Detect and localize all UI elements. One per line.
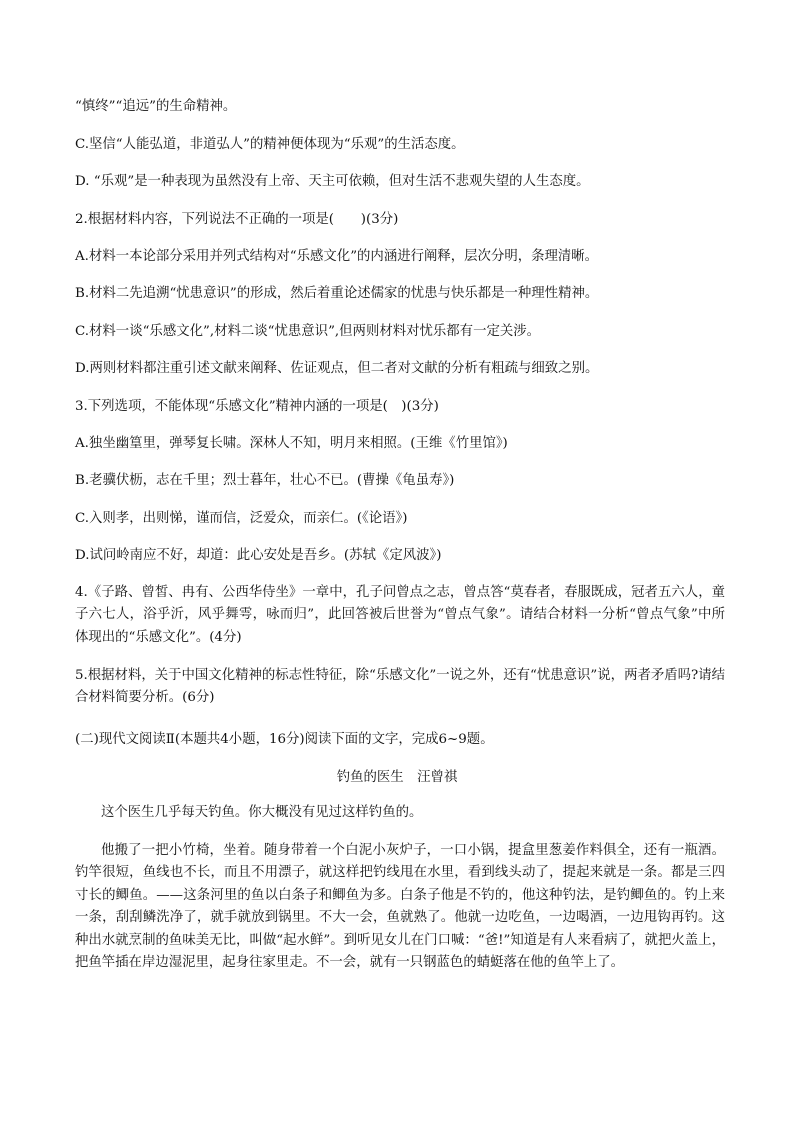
continued-line: “慎终”“追远”的生命精神。 [75, 99, 237, 114]
q3-option-b: B.老骥伏枥，志在千里；烈士暮年，壮心不已。(曹操《龟虽寿》) [75, 473, 455, 488]
paragraph-2: 他搬了一把小竹椅，坐着。随身带着一个白泥小灰炉子，一口小锅，提盒里葱姜作料俱全，还有一瓶酒。钓竿很短，鱼线也不长，而且不用漂子，就这样把钓线甩在水里，看到线头动了，提起来就是一条。都是三四寸长的鲫鱼。——这条河里的鱼以白条子和鲫鱼为多。白条子他是不钓的，他这种钓法，是钓鲫鱼的。钓上来一条，刮刮鳞洗净了，就手就放到锅里。不大一会，鱼就熟了。他就一边吃鱼，一边喝酒，一边甩钩再钓。这种出水就烹制的鱼味美无比，叫做“起水鲜”。到听见女儿在门口喊：“爸!”知道是有人来看病了，就把火盖上，把鱼竿插在岸边湿泥里，起身往家里走。不一会，就有一只钢蓝色的蜻蜓落在他的鱼竿上了。 [75, 843, 725, 971]
question-4: 4.《子路、曾皙、冉有、公西华侍坐》一章中，孔子问曾点之志，曾点答“莫春者，春服既成，冠者五六人，童子六七人，浴乎沂，风乎舞雩，咏而归”，此回答被后世誉为“曾点气象”。请结合材料一分析“曾点气象”中所体现出的“乐感文化”。(4分) [75, 585, 725, 645]
question-5: 5.根据材料，关于中国文化精神的标志性特征，除“乐感文化”一说之外，还有“忧患意识”说，两者矛盾吗?请结合材料简要分析。(6分) [75, 668, 725, 706]
story-title: 钓鱼的医生 汪曾祺 [336, 770, 458, 785]
q3-stem: 3.下列选项，不能体现“乐感文化”精神内涵的一项是( )(3分) [75, 399, 439, 414]
q3-option-a: A.独坐幽篁里，弹琴复长啸。深林人不知，明月来相照。(王维《竹里馆》) [75, 436, 508, 451]
q2-option-c: C.材料一谈“乐感文化”,材料二谈“忧患意识”,但两则材料对忧乐都有一定关涉。 [75, 324, 541, 339]
q2-option-b: B.材料二先追溯“忧患意识”的形成，然后着重论述儒家的忧患与快乐都是一种理性精神。 [75, 286, 599, 301]
q3-option-c: C.入则孝，出则悌，谨而信，泛爱众，而亲仁。(《论语》) [75, 511, 408, 526]
paragraph-1: 这个医生几乎每天钓鱼。你大概没有见过这样钓鱼的。 [101, 805, 423, 820]
q1-option-d: D. “乐观”是一种表现为虽然没有上帝、天主可依赖，但对生活不悲观失望的人生态度。 [75, 174, 590, 189]
q2-stem: 2.根据材料内容，下列说法不正确的一项是( )(3分) [75, 212, 399, 227]
q2-option-a: A.材料一本论部分采用并列式结构对“乐感文化”的内涵进行阐释，层次分明，条理清晰。 [75, 249, 599, 264]
section-heading: (二)现代文阅读Ⅱ(本题共4小题，16分)阅读下面的文字，完成6~9题。 [75, 732, 494, 747]
q2-option-d: D.两则材料都注重引述文献来阐释、佐证观点，但二者对文献的分析有粗疏与细致之别。 [75, 361, 599, 376]
q1-option-c: C.坚信“人能弘道，非道弘人”的精神便体现为“乐观”的生活态度。 [75, 137, 465, 152]
q3-option-d: D.试问岭南应不好，却道：此心安处是吾乡。(苏轼《定风波》) [75, 548, 442, 563]
